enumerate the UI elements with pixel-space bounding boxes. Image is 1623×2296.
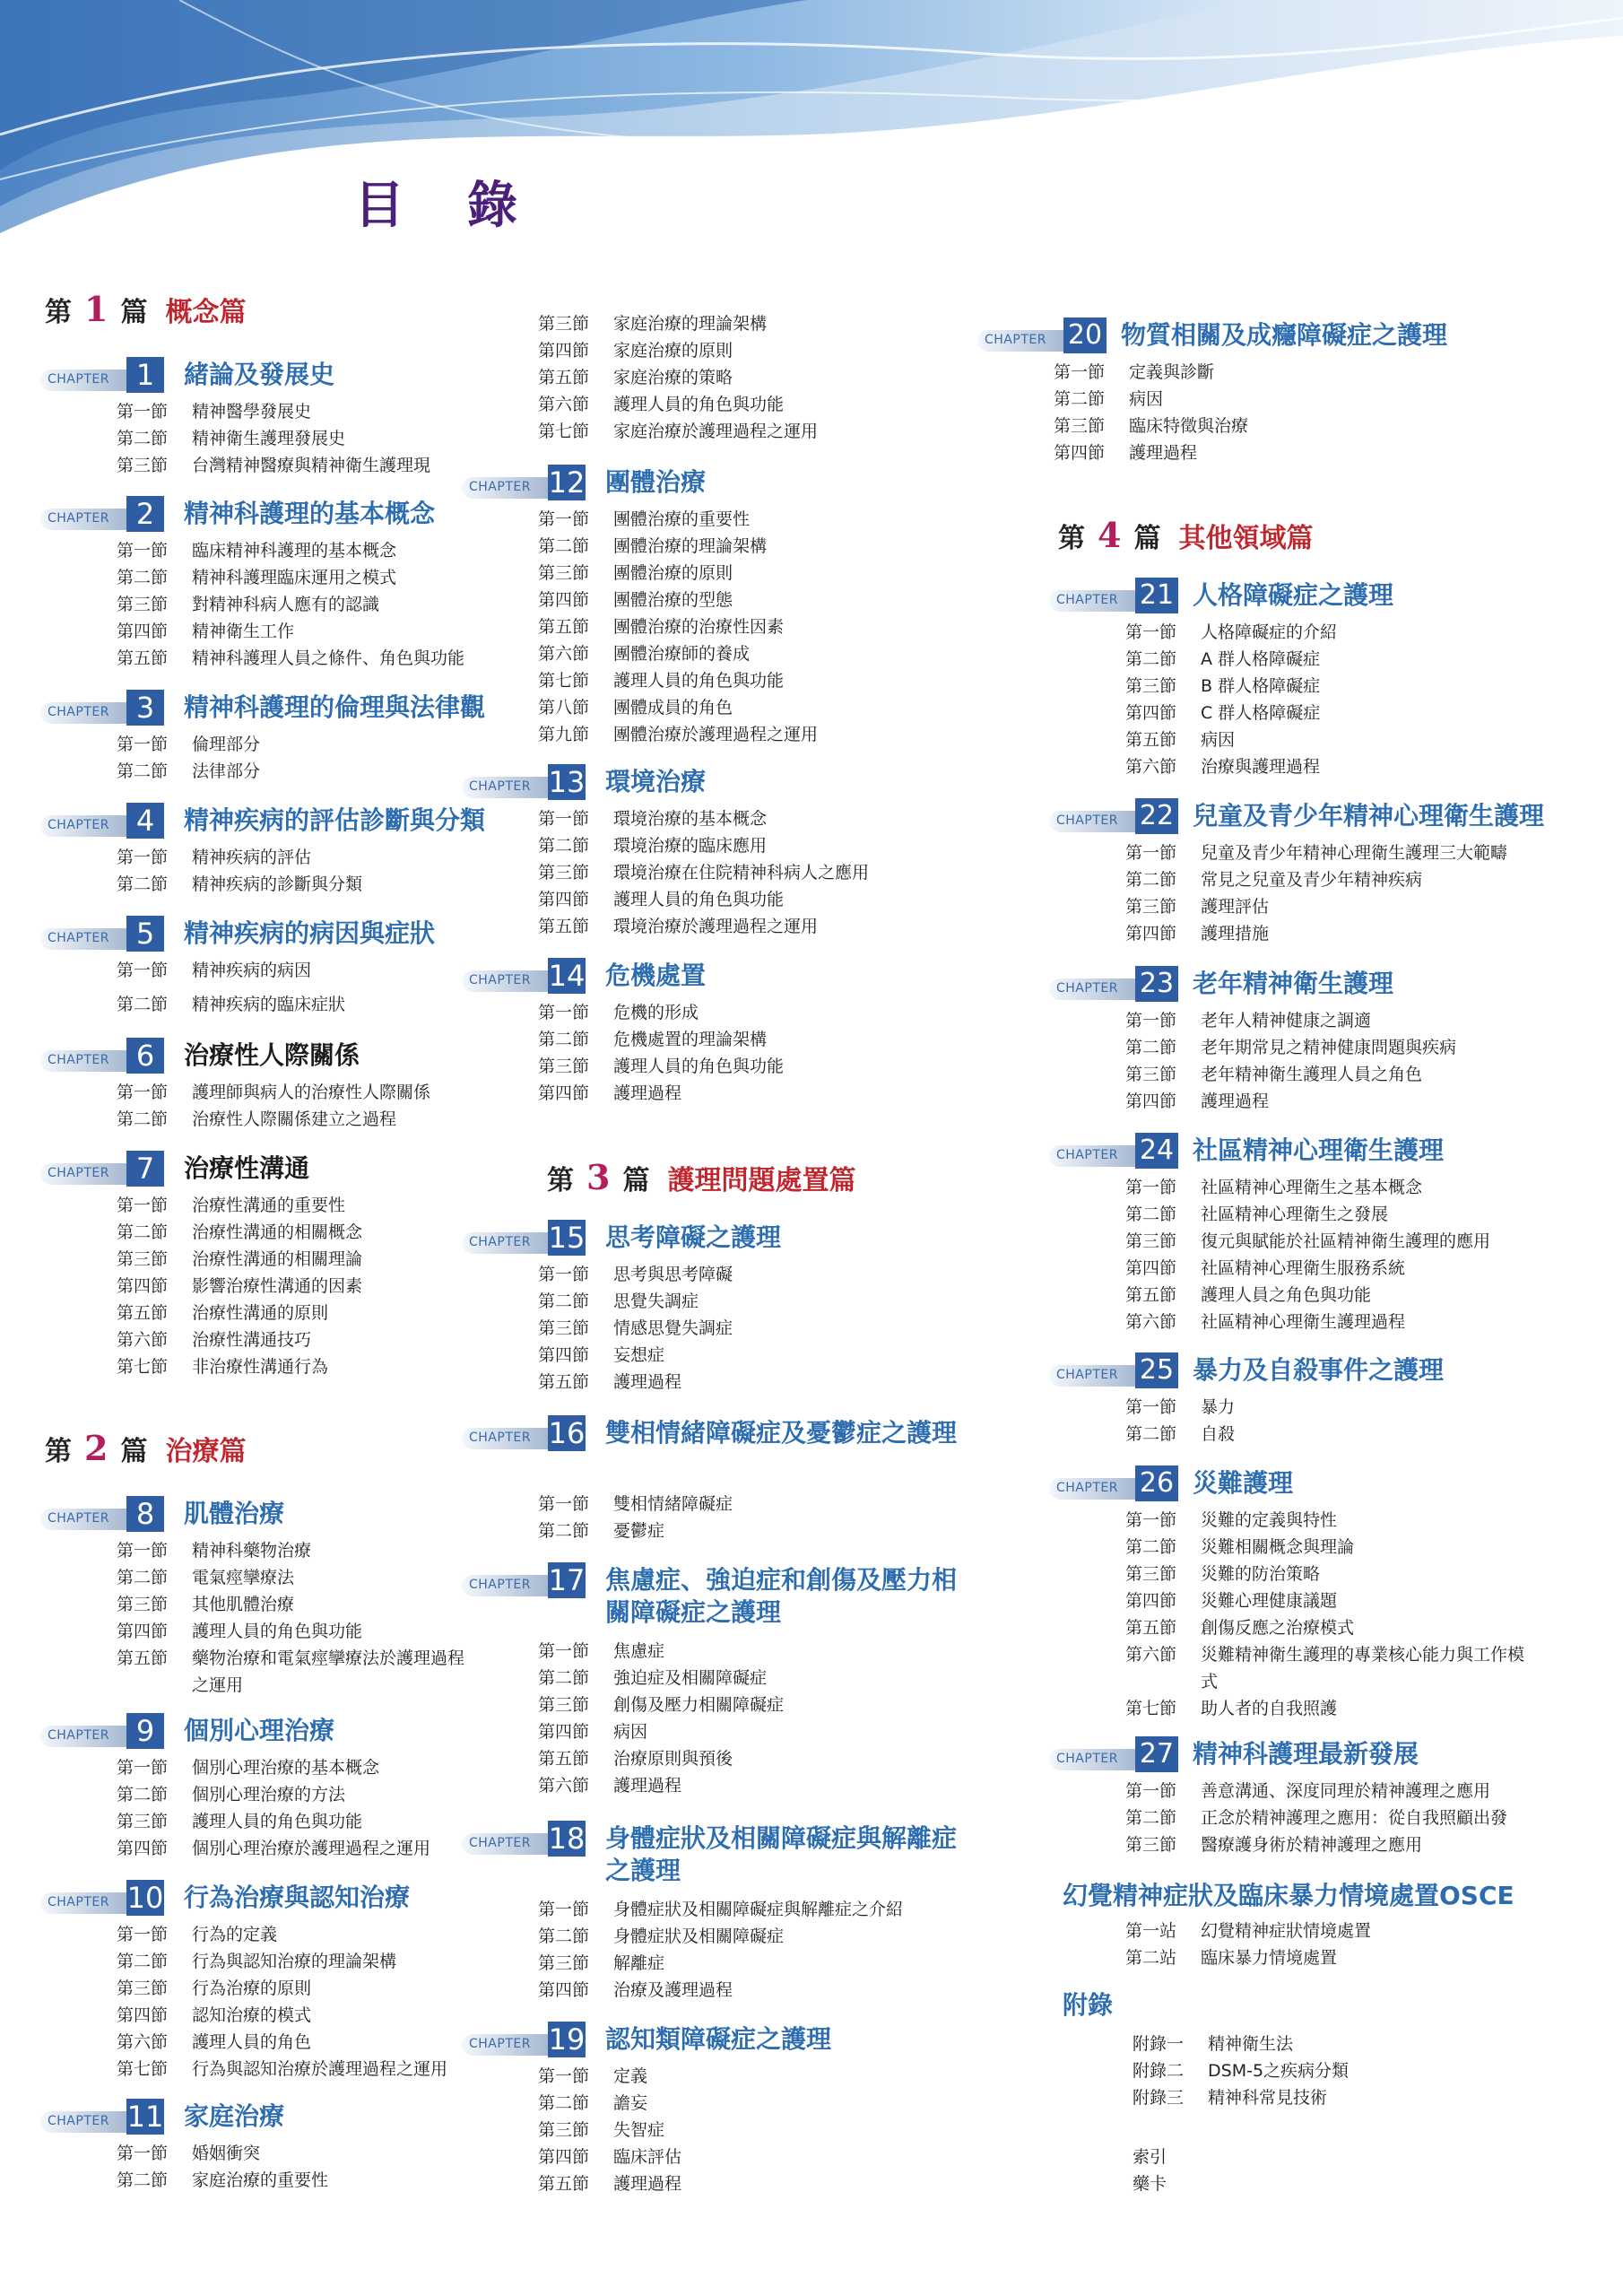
chapter-24[interactable]: CHAPTER 24 社區精神心理衛生護理 第一節 社區精神心理衛生之基本概念 第二節 社區精神心理衛生之發展 第三節 復元與賦能於社區精神衛生護理的應用 第四節 社區精神心理衛生服務系統 第五節 護理人員之角色與功能 第六節 社區精神心理衛生護理過程 [1049,1133,1490,1335]
chapter-11-sections-a: 第一節 婚姻衝突 第二節 家庭治療的重要性 [117,2144,329,2190]
chapter-23-sections: 第一節 老年人精神健康之調適 第二節 老年期常見之精神健康問題與疾病 第三節 老年精神衛生護理人員之角色 第四節 護理過程 [1125,1011,1457,1111]
chapter-11-sections-b: 第三節 家庭治療的理論架構 第四節 家庭治療的原則 第五節 家庭治療的策略 第六節 護理人員的角色與功能 第七節 家庭治療於護理過程之運用 [538,314,819,441]
chapter-24-sections: 第一節 社區精神心理衛生之基本概念 第二節 社區精神心理衛生之發展 第三節 復元與賦能於社區精神衛生護理的應用 第四節 社區精神心理衛生服務系統 第五節 護理人員之角色與功能 第六節 社區精神心理衛生護理過程 [1125,1178,1491,1332]
chapter-10[interactable]: CHAPTER 10 行為治療與認知治療 第一節 行為的定義 第二節 行為與認知治療的理論架構 第三節 行為治療的原則 第四節 認知治療的模式 第六節 護理人員的角色 第七節 行為與認知治療於護理過程之運用 [40,1880,447,2083]
osce-title: 幻覺精神症狀及臨床暴力情境處置OSCE [1063,1881,1515,1910]
part-4-heading: 第 4 篇 其他領域篇 [1058,515,1314,555]
drug-card-link[interactable]: 藥卡 [1133,2174,1167,2194]
osce-items: 第一站 幻覺精神症狀情境處置 第二站 臨床暴力情境處置 [1125,1921,1372,1968]
part-2-heading: 第 2 篇 治療篇 [45,1428,247,1468]
chapter-20[interactable]: CHAPTER 20 物質相關及成癮障礙症之護理 第一節 定義與診斷 第二節 病因 第三節 臨床特徵與治療 第四節 護理過程 [977,317,1248,466]
chapter-2[interactable]: CHAPTER 2 精神科護理的基本概念 第一節 臨床精神科護理的基本概念 第二節 精神科護理臨床運用之模式 第三節 對精神科病人應有的認識 第四節 精神衛生工作 第五節 精神科護理人員之條件、角色與功能 [40,496,464,672]
osce-section[interactable] [1063,1876,1515,1971]
index-link[interactable]: 索引 [1133,2147,1167,2167]
chapter-26-sections: 第一節 災難的定義與特性 第二節 災難相關概念與理論 第三節 災難的防治策略 第四節 災難心理健康議題 第五節 創傷反應之治療模式 第六節 災難精神衛生護理的專業核心能力與工作模 式 第七節 助人者的自我照護 [1125,1510,1525,1718]
chapter-15-sections: 第一節 思考與思考障礙 第二節 思覺失調症 第三節 情感思覺失調症 第四節 妄想症 第五節 護理過程 [538,1265,733,1392]
chapter-14-sections: 第一節 危機的形成 第二節 危機處置的理論架構 第三節 護理人員的角色與功能 第四節 護理過程 [538,1003,785,1103]
chapter-13-sections: 第一節 環境治療的基本概念 第二節 環境治療的臨床應用 第三節 環境治療在住院精神科病人之應用 第四節 護理人員的角色與功能 第五節 環境治療於護理過程之運用 [538,809,870,936]
chapter-20-sections: 第一節 定義與診斷 第二節 病因 第三節 臨床特徵與治療 第四節 護理過程 [1054,362,1249,463]
chapter-6[interactable]: CHAPTER 6 治療性人際關係 第一節 護理師與病人的治療性人際關係 第二節 治療性人際關係建立之過程 [40,1038,430,1133]
chapter-18[interactable]: CHAPTER 18 身體症狀及相關障礙症與解離症之護理 第一節 身體症狀及相關障礙症與解離症之介紹 第二節 身體症狀及相關障礙症 第三節 解離症 第四節 治療及護理過程 [462,1821,903,2004]
chapter-5[interactable]: CHAPTER 5 精神疾病的病因與症狀 第一節 精神疾病的病因 第二節 精神疾病的臨床症狀 [40,916,345,1018]
chapter-19[interactable]: CHAPTER 19 認知類障礙症之護理 第一節 定義 第二節 譫妄 第三節 失智症 第四節 臨床評估 第五節 護理過程 [462,2022,681,2197]
chapter-12-sections: 第一節 團體治療的重要性 第二節 團體治療的理論架構 第三節 團體治療的原則 第四節 團體治療的型態 第五節 團體治療的治療性因素 第六節 團體治療師的養成 第七節 護理人員的角色與功能 第八節 團體成員的角色 第九節 團體治療於護理過程之運用 [538,509,819,744]
chapter-9-sections: 第一節 個別心理治療的基本概念 第二節 個別心理治療的方法 第三節 護理人員的角色與功能 第四節 個別心理治療於護理過程之運用 [117,1758,431,1858]
chapter-15[interactable]: CHAPTER 15 思考障礙之護理 第一節 思考與思考障礙 第二節 思覺失調症 第三節 情感思覺失調症 第四節 妄想症 第五節 護理過程 [462,1220,733,1396]
chapter-13[interactable]: CHAPTER 13 環境治療 第一節 環境治療的基本概念 第二節 環境治療的臨床應用 第三節 環境治療在住院精神科病人之應用 第四節 護理人員的角色與功能 第五節 環境治療於護理過程之運用 [462,764,869,940]
chapter-22[interactable]: CHAPTER 22 兒童及青少年精神心理衛生護理 第一節 兒童及青少年精神心理衛生護理三大範疇 第二節 常見之兒童及青少年精神疾病 第三節 護理評估 第四節 護理措施 [1049,798,1507,947]
header-banner [0,0,1623,233]
chapter-7[interactable]: CHAPTER 7 治療性溝通 第一節 治療性溝通的重要性 第二節 治療性溝通的相關概念 第三節 治療性溝通的相關理論 第四節 影響治療性溝通的因素 第五節 治療性溝通的原則 第六節 治療性溝通技巧 第七節 非治療性溝通行為 [40,1151,362,1380]
chapter-22-sections: 第一節 兒童及青少年精神心理衛生護理三大範疇 第二節 常見之兒童及青少年精神疾病 第三節 護理評估 第四節 護理措施 [1125,843,1508,944]
part-3-heading: 第 3 篇 護理問題處置篇 [547,1157,856,1197]
chapter-5-sections: 第一節 精神疾病的病因 第二節 精神疾病的臨床症狀 [117,961,346,1014]
appendix-section[interactable] [1063,1986,1349,2111]
chapter-16[interactable]: CHAPTER 16 雙相情緒障礙症及憂鬱症之護理 第一節 雙相情緒障礙症 第二節 憂鬱症 [462,1415,733,1544]
chapter-16-sections: 第一節 雙相情緒障礙症 第二節 憂鬱症 [538,1494,733,1541]
chapter-27[interactable]: CHAPTER 27 精神科護理最新發展 第一節 善意溝通、深度同理於精神護理之應用 第二節 正念於精神護理之應用：從自我照顧出發 第三節 醫療護身術於精神護理之應用 [1049,1736,1507,1858]
chapter-4-sections: 第一節 精神疾病的評估 第二節 精神疾病的診斷與分類 [117,848,363,894]
chapter-4[interactable]: CHAPTER 4 精神疾病的評估診斷與分類 第一節 精神疾病的評估 第二節 精神疾病的診斷與分類 [40,803,362,898]
chapter-18-sections: 第一節 身體症狀及相關障礙症與解離症之介紹 第二節 身體症狀及相關障礙症 第三節 解離症 第四節 治療及護理過程 [538,1900,904,2000]
chapter-17-sections: 第一節 焦慮症 第二節 強迫症及相關障礙症 第三節 創傷及壓力相關障礙症 第四節 病因 第五節 治療原則與預後 第六節 護理過程 [538,1641,785,1796]
appendix-title: 附錄 [1063,1990,1114,2020]
chapter-21-sections: 第一節 人格障礙症的介紹 第二節 A 群人格障礙症 第三節 B 群人格障礙症 第四節 C 群人格障礙症 第五節 病因 第六節 治療與護理過程 [1125,622,1338,777]
chapter-3-sections: 第一節 倫理部分 第二節 法律部分 [117,735,261,781]
chapter-26[interactable]: CHAPTER 26 災難護理 第一節 災難的定義與特性 第二節 災難相關概念與理論 第三節 災難的防治策略 第四節 災難心理健康議題 第五節 創傷反應之治療模式 第六節 災難精神衛生護理的專業核心能力與工作模 式 第七節 助人者的自我照護 [1049,1465,1524,1722]
chapter-27-sections: 第一節 善意溝通、深度同理於精神護理之應用 第二節 正念於精神護理之應用：從自我照顧出發 第三節 醫療護身術於精神護理之應用 [1125,1781,1508,1855]
chapter-8-sections: 第一節 精神科藥物治療 第二節 電氣痙攣療法 第三節 其他肌體治療 第四節 護理人員的角色與功能 第五節 藥物治療和電氣痙攣療法於護理過程 之運用 [117,1541,465,1695]
chapter-1[interactable]: CHAPTER 1 緒論及發展史 第一節 精神醫學發展史 第二節 精神衛生護理發展史 第三節 台灣精神醫療與精神衛生護理現 [40,357,430,479]
chapter-1-sections: 第一節 精神醫學發展史 第二節 精神衛生護理發展史 第三節 台灣精神醫療與精神衛生護理現 [117,402,431,475]
chapter-11[interactable]: CHAPTER 11 家庭治療 第一節 婚姻衝突 第二節 家庭治療的重要性 [40,2099,328,2194]
page-title: 目錄 [354,177,580,235]
extras [1133,2144,1167,2197]
chapter-12[interactable]: CHAPTER 12 團體治療 第一節 團體治療的重要性 第二節 團體治療的理論架構 第三節 團體治療的原則 第四節 團體治療的型態 第五節 團體治療的治療性因素 第六節 團體治療師的養成 第七節 護理人員的角色與功能 第八節 團體成員的角色 第九節 團體治療於護理過程之運用 [462,465,818,748]
chapter-14[interactable]: CHAPTER 14 危機處置 第一節 危機的形成 第二節 危機處置的理論架構 第三節 護理人員的角色與功能 第四節 護理過程 [462,958,784,1107]
chapter-21[interactable]: CHAPTER 21 人格障礙症之護理 第一節 人格障礙症的介紹 第二節 A 群人格障礙症 第三節 B 群人格障礙症 第四節 C 群人格障礙症 第五節 病因 第六節 治療與護理過程 [1049,578,1337,780]
chapter-7-sections: 第一節 治療性溝通的重要性 第二節 治療性溝通的相關概念 第三節 治療性溝通的相關理論 第四節 影響治療性溝通的因素 第五節 治療性溝通的原則 第六節 治療性溝通技巧 第七節 非治療性溝通行為 [117,1196,363,1377]
chapter-8[interactable]: CHAPTER 8 肌體治療 第一節 精神科藥物治療 第二節 電氣痙攣療法 第三節 其他肌體治療 第四節 護理人員的角色與功能 第五節 藥物治療和電氣痙攣療法於護理過程 之運用 [40,1496,464,1699]
chapter-10-sections: 第一節 行為的定義 第二節 行為與認知治療的理論架構 第三節 行為治療的原則 第四節 認知治療的模式 第六節 護理人員的角色 第七節 行為與認知治療於護理過程之運用 [117,1925,448,2079]
part-1-heading: 第 1 篇 概念篇 [45,289,247,329]
chapter-25-sections: 第一節 暴力 第二節 自殺 [1125,1397,1236,1444]
chapter-25[interactable]: CHAPTER 25 暴力及自殺事件之護理 第一節 暴力 第二節 自殺 [1049,1352,1235,1448]
appendix-items: 附錄一 精神衛生法 附錄二 DSM-5之疾病分類 附錄三 精神科常見技術 [1133,2034,1350,2108]
chapter-6-sections: 第一節 護理師與病人的治療性人際關係 第二節 治療性人際關係建立之過程 [117,1083,431,1129]
chapter-17[interactable]: CHAPTER 17 焦慮症、強迫症和創傷及壓力相關障礙症之護理 第一節 焦慮症 第二節 強迫症及相關障礙症 第三節 創傷及壓力相關障礙症 第四節 病因 第五節 治療原則與預後 第六節 護理過程 [462,1562,784,1799]
chapter-2-sections: 第一節 臨床精神科護理的基本概念 第二節 精神科護理臨床運用之模式 第三節 對精神科病人應有的認識 第四節 精神衛生工作 第五節 精神科護理人員之條件、角色與功能 [117,541,465,668]
chapter-9[interactable]: CHAPTER 9 個別心理治療 第一節 個別心理治療的基本概念 第二節 個別心理治療的方法 第三節 護理人員的角色與功能 第四節 個別心理治療於護理過程之運用 [40,1713,430,1862]
chapter-19-sections: 第一節 定義 第二節 譫妄 第三節 失智症 第四節 臨床評估 第五節 護理過程 [538,2066,682,2194]
chapter-23[interactable]: CHAPTER 23 老年精神衛生護理 第一節 老年人精神健康之調適 第二節 老年期常見之精神健康問題與疾病 第三節 老年精神衛生護理人員之角色 第四節 護理過程 [1049,966,1456,1115]
chapter-3[interactable]: CHAPTER 3 精神科護理的倫理與法律觀 第一節 倫理部分 第二節 法律部分 [40,690,260,785]
